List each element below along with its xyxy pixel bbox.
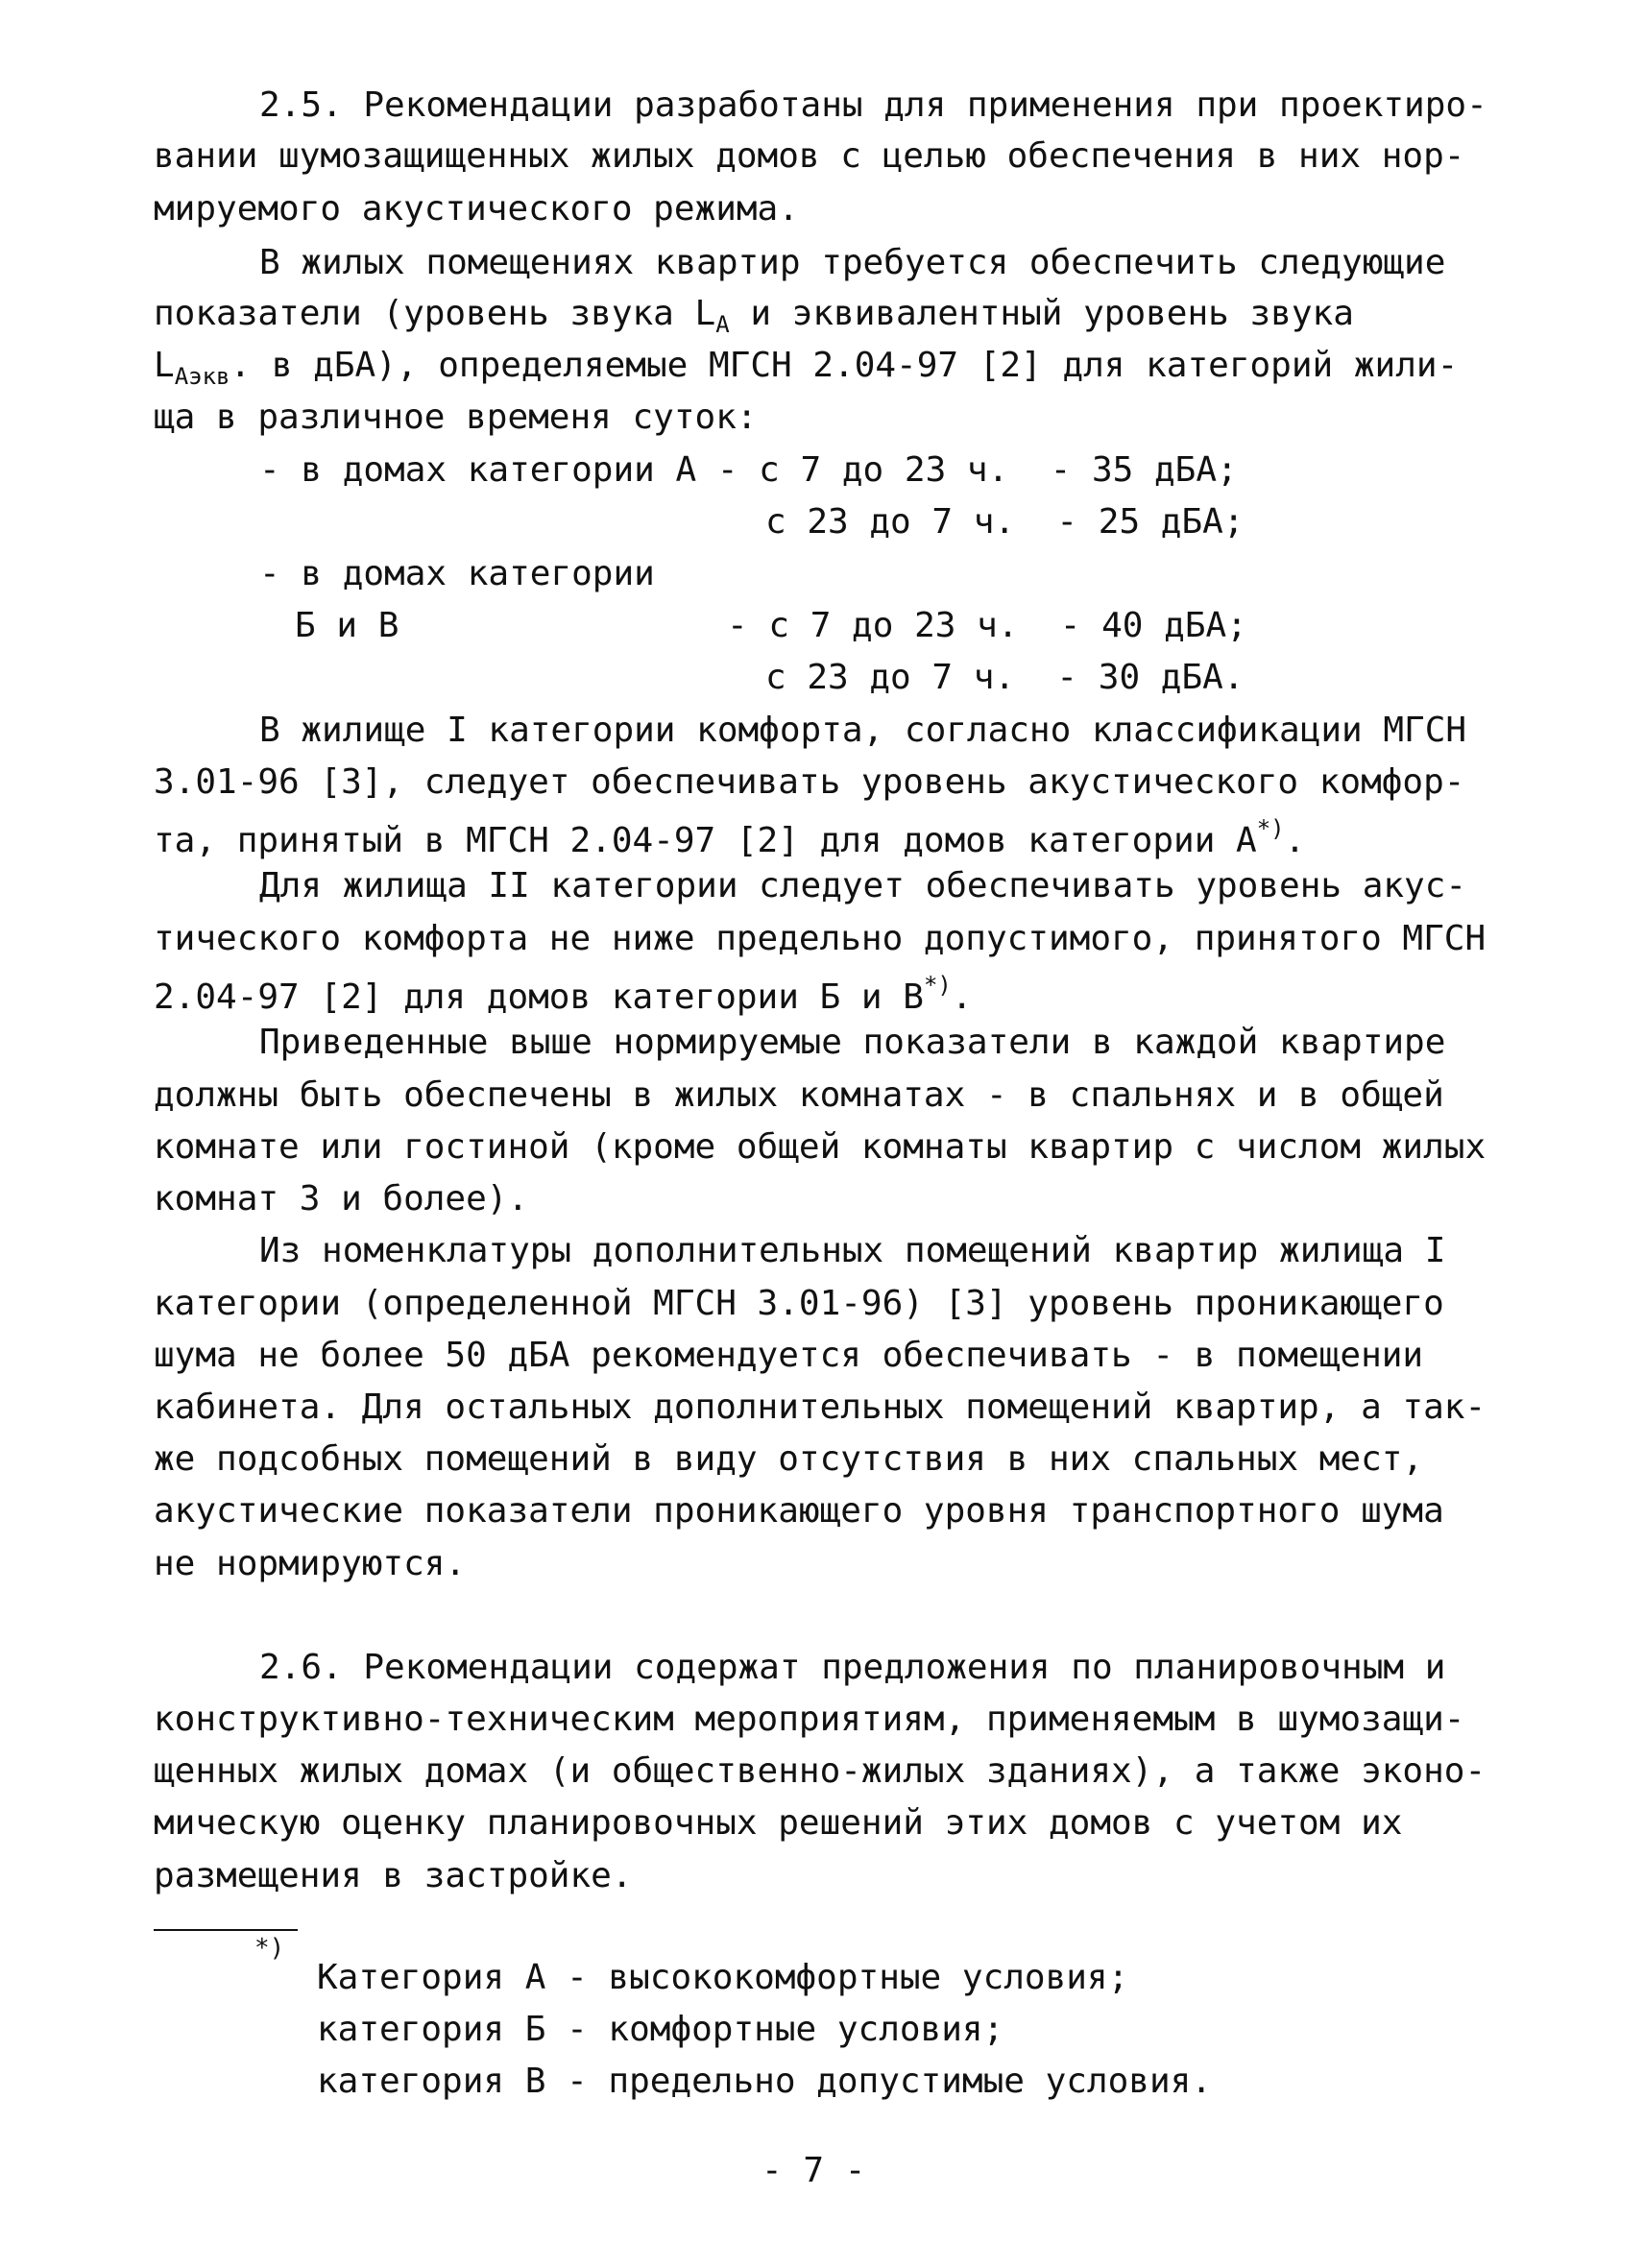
page-number: - 7 -: [762, 2151, 866, 2190]
category-a-line-2: с 23 до 7 ч. - 25 дБА;: [765, 502, 1245, 542]
para-2-6-line-4: мическую оценку планировочных решений этих домов с учетом их: [154, 1803, 1403, 1843]
category-b-line-3: с 23 до 7 ч. - 30 дБА.: [765, 658, 1245, 697]
norm-line-4: комнат 3 и более).: [154, 1179, 529, 1218]
para-2-5-line-1: 2.5. Рекомендации разработаны для применения при проектиро-: [259, 85, 1487, 125]
footnote-rule: [154, 1929, 298, 1931]
req-line-4: ща в различное временя суток:: [154, 398, 758, 437]
footnote-line-2: категория Б - комфортные условия;: [317, 2010, 1004, 2049]
footnote-line-3: категория В - предельно допустимые условия.: [317, 2062, 1212, 2101]
nomen-line-6: акустические показатели проникающего уровня транспортного шума: [154, 1491, 1444, 1531]
footnote-mark: *): [254, 1934, 285, 1963]
cat1-line-1: В жилище I категории комфорта, согласно классификации МГСН: [259, 711, 1467, 750]
req-line-1: В жилых помещениях квартир требуется обеспечить следующие: [259, 243, 1446, 282]
category-b-line-2-value: - с 7 до 23 ч. - 40 дБА;: [727, 606, 1247, 645]
para-2-5-line-2: вании шумозащищенных жилых домов с целью обеспечения в них нор-: [154, 136, 1465, 176]
footnote-ref: *): [1256, 815, 1285, 842]
para-2-6-line-3: щенных жилых домах (и общественно-жилых зданиях), а также эконо-: [154, 1751, 1487, 1791]
cat2-line-1: Для жилища II категории следует обеспечивать уровень акус-: [259, 866, 1467, 905]
para-2-6-line-5: размещения в застройке.: [154, 1856, 633, 1895]
category-a-line-1: - в домах категории А - с 7 до 23 ч. - 35 дБА;: [259, 450, 1238, 490]
category-b-line-1: - в домах категории: [259, 554, 655, 593]
req-line-3: $L_{Aэкв}$. в дБА), определяемые МГСН 2.04-97 [2] для категорий жили-: [154, 346, 1459, 390]
cat1-line-3: та, принятый в МГСН 2.04-97 [2] для домов категории А*).: [154, 815, 1306, 860]
norm-line-1: Приведенные выше нормируемые показатели в каждой квартире: [259, 1023, 1446, 1062]
para-2-6-line-1: 2.6. Рекомендации содержат предложения по планировочным и: [259, 1648, 1446, 1687]
cat1-line-2: 3.01-96 [3], следует обеспечивать уровень акустического комфор-: [154, 762, 1465, 802]
nomen-line-3: шума не более 50 дБА рекомендуется обеспечивать - в помещении: [154, 1336, 1424, 1375]
nomen-line-5: же подсобных помещений в виду отсутствия в них спальных мест,: [154, 1439, 1424, 1479]
footnote-line-1: Категория А - высококомфортные условия;: [317, 1958, 1129, 1997]
para-2-6-line-2: конструктивно-техническим мероприятиям, применяемым в шумозащи-: [154, 1700, 1465, 1739]
nomen-line-1: Из номенклатуры дополнительных помещений квартир жилища I: [259, 1231, 1446, 1270]
req-line-2: показатели (уровень звука $L_A$ и эквивалентный уровень звука: [154, 294, 1354, 338]
cat2-line-3: 2.04-97 [2] для домов категории Б и В*).: [154, 972, 973, 1017]
nomen-line-4: кабинета. Для остальных дополнительных помещений квартир, а так-: [154, 1387, 1487, 1427]
nomen-line-2: категории (определенной МГСН 3.01-96) [3] уровень проникающего: [154, 1284, 1444, 1323]
para-2-5-line-3: мируемого акустического режима.: [154, 189, 799, 229]
category-b-line-2-label: Б и В: [295, 606, 399, 645]
footnote-ref: *): [923, 972, 952, 999]
cat2-line-2: тического комфорта не ниже предельно допустимого, принятого МГСН: [154, 919, 1487, 958]
norm-line-3: комнате или гостиной (кроме общей комнаты квартир с числом жилых: [154, 1127, 1487, 1167]
nomen-line-7: не нормируются.: [154, 1544, 467, 1583]
norm-line-2: должны быть обеспечены в жилых комнатах - в спальнях и в общей: [154, 1075, 1444, 1115]
